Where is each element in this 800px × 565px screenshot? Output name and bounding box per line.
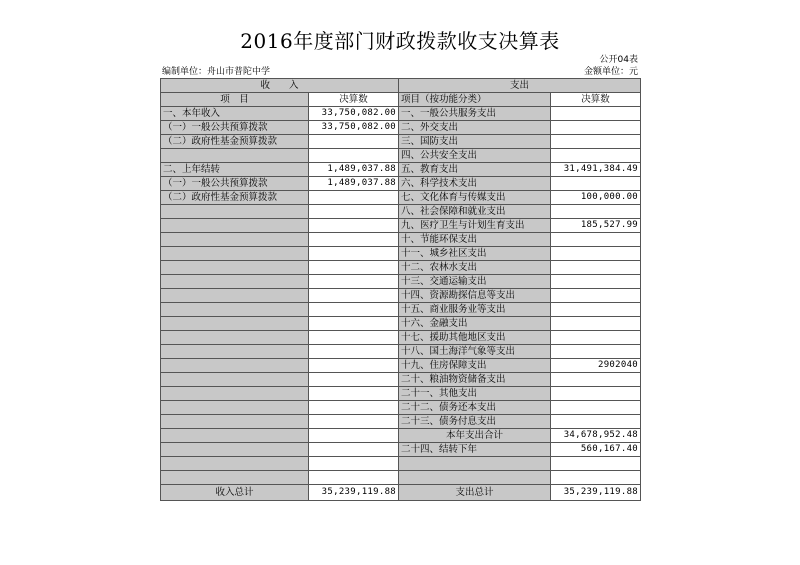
expense-item-cell: 二十二、债务还本支出 bbox=[399, 401, 551, 415]
expense-item-cell: 二、外交支出 bbox=[399, 121, 551, 135]
income-amount-cell bbox=[309, 317, 399, 331]
table-row bbox=[161, 107, 641, 121]
table-row bbox=[161, 429, 641, 443]
income-amount-cell bbox=[309, 387, 399, 401]
income-item-cell bbox=[161, 289, 309, 303]
expense-amount-cell bbox=[551, 289, 641, 303]
expense-item-cell: 九、医疗卫生与计划生育支出 bbox=[399, 219, 551, 233]
expense-item-cell: 五、教育支出 bbox=[399, 163, 551, 177]
income-amount-cell bbox=[309, 135, 399, 149]
income-amount-cell bbox=[309, 401, 399, 415]
expense-item-cell: 十八、国土海洋气象等支出 bbox=[399, 345, 551, 359]
income-amount-cell bbox=[309, 373, 399, 387]
income-item-cell: （一）一般公共预算拨款 bbox=[161, 177, 309, 191]
income-amount-cell bbox=[309, 233, 399, 247]
expense-item-cell: 十一、城乡社区支出 bbox=[399, 247, 551, 261]
table-row bbox=[161, 359, 641, 373]
income-amount-cell bbox=[309, 149, 399, 163]
expense-item-cell bbox=[399, 471, 551, 485]
income-item-cell: （二）政府性基金预算拨款 bbox=[161, 135, 309, 149]
income-item-cell bbox=[161, 345, 309, 359]
income-item-cell bbox=[161, 317, 309, 331]
org-label: 编制单位：舟山市普陀中学 bbox=[162, 67, 271, 77]
table-row bbox=[161, 443, 641, 457]
expense-amount-cell bbox=[551, 177, 641, 191]
table-row bbox=[161, 135, 641, 149]
expense-item-cell: 一、一般公共服务支出 bbox=[399, 107, 551, 121]
income-item-cell bbox=[161, 415, 309, 429]
expense-amount-cell bbox=[551, 275, 641, 289]
expense-item-cell: 二十、粮油物资储备支出 bbox=[399, 373, 551, 387]
expense-item-cell: 十六、金融支出 bbox=[399, 317, 551, 331]
table-row bbox=[161, 149, 641, 163]
income-item-cell bbox=[161, 261, 309, 275]
income-item-cell bbox=[161, 303, 309, 317]
expense-amount-cell: 560,167.40 bbox=[551, 443, 641, 457]
income-amount-cell bbox=[309, 345, 399, 359]
expense-item-cell: 二十三、债务付息支出 bbox=[399, 415, 551, 429]
income-item-cell bbox=[161, 387, 309, 401]
table-row bbox=[161, 457, 641, 471]
income-item-cell bbox=[161, 233, 309, 247]
expense-amount-cell bbox=[551, 471, 641, 485]
income-header: 收 入 bbox=[161, 79, 399, 93]
income-item-cell: 二、上年结转 bbox=[161, 163, 309, 177]
income-total-label: 收入总计 bbox=[161, 485, 309, 501]
expense-item-cell: 十三、交通运输支出 bbox=[399, 275, 551, 289]
income-item-cell bbox=[161, 429, 309, 443]
table-row bbox=[161, 261, 641, 275]
income-amount-cell bbox=[309, 205, 399, 219]
header-row-section bbox=[161, 79, 641, 93]
table-row bbox=[161, 247, 641, 261]
income-item-cell: （一）一般公共预算拨款 bbox=[161, 121, 309, 135]
income-item-cell: 一、本年收入 bbox=[161, 107, 309, 121]
expense-total-label: 支出总计 bbox=[399, 485, 551, 501]
expense-amount-cell: 100,000.00 bbox=[551, 191, 641, 205]
income-item-cell bbox=[161, 247, 309, 261]
table-row bbox=[161, 191, 641, 205]
income-amount-cell: 1,489,037.88 bbox=[309, 177, 399, 191]
form-number: 公开04表 bbox=[599, 55, 638, 65]
expense-item-cell: 七、文化体育与传媒支出 bbox=[399, 191, 551, 205]
expense-amount-cell bbox=[551, 415, 641, 429]
income-item-cell bbox=[161, 471, 309, 485]
expense-item-cell: 十五、商业服务业等支出 bbox=[399, 303, 551, 317]
expense-total-value: 35,239,119.88 bbox=[551, 485, 641, 501]
income-amount-cell: 33,750,082.00 bbox=[309, 121, 399, 135]
expense-amount-cell bbox=[551, 401, 641, 415]
table-row bbox=[161, 415, 641, 429]
income-amount-cell bbox=[309, 247, 399, 261]
table-row bbox=[161, 373, 641, 387]
income-amount-cell bbox=[309, 331, 399, 345]
expense-amount-cell bbox=[551, 387, 641, 401]
table-row bbox=[161, 163, 641, 177]
expense-amount-cell bbox=[551, 373, 641, 387]
expense-item-cell: 六、科学技术支出 bbox=[399, 177, 551, 191]
expense-amount-cell bbox=[551, 345, 641, 359]
table-row bbox=[161, 387, 641, 401]
income-item-cell bbox=[161, 331, 309, 345]
expense-item-header: 项目（按功能分类） bbox=[399, 93, 551, 107]
table-row bbox=[161, 205, 641, 219]
expense-amount-cell bbox=[551, 331, 641, 345]
org-unit-line bbox=[160, 66, 640, 78]
table-row bbox=[161, 303, 641, 317]
expense-amount-cell: 34,678,952.48 bbox=[551, 429, 641, 443]
table-row bbox=[161, 233, 641, 247]
table-row bbox=[161, 317, 641, 331]
table-row bbox=[161, 471, 641, 485]
table-body bbox=[161, 107, 641, 485]
income-amount-cell bbox=[309, 289, 399, 303]
income-item-cell bbox=[161, 275, 309, 289]
expense-amount-header: 决算数 bbox=[551, 93, 641, 107]
expense-item-cell: 四、公共安全支出 bbox=[399, 149, 551, 163]
income-amount-cell bbox=[309, 443, 399, 457]
income-amount-cell bbox=[309, 457, 399, 471]
table-row bbox=[161, 401, 641, 415]
income-item-cell bbox=[161, 219, 309, 233]
table-row bbox=[161, 121, 641, 135]
income-amount-cell bbox=[309, 303, 399, 317]
income-amount-cell: 1,489,037.88 bbox=[309, 163, 399, 177]
expense-amount-cell bbox=[551, 135, 641, 149]
expense-item-cell: 三、国防支出 bbox=[399, 135, 551, 149]
income-amount-cell bbox=[309, 261, 399, 275]
income-amount-header: 决算数 bbox=[309, 93, 399, 107]
expense-amount-cell bbox=[551, 149, 641, 163]
header-row-columns bbox=[161, 93, 641, 107]
income-item-cell bbox=[161, 359, 309, 373]
income-amount-cell: 33,750,082.00 bbox=[309, 107, 399, 121]
expense-amount-cell bbox=[551, 205, 641, 219]
income-item-cell bbox=[161, 205, 309, 219]
income-item-cell: （二）政府性基金预算拨款 bbox=[161, 191, 309, 205]
expense-amount-cell: 185,527.99 bbox=[551, 219, 641, 233]
expense-amount-cell bbox=[551, 121, 641, 135]
expense-amount-cell bbox=[551, 247, 641, 261]
form-number-line bbox=[160, 54, 640, 66]
expense-item-cell: 二十四、结转下年 bbox=[399, 443, 551, 457]
expense-amount-cell bbox=[551, 317, 641, 331]
table-row bbox=[161, 345, 641, 359]
income-item-cell bbox=[161, 457, 309, 471]
expense-amount-cell: 31,491,384.49 bbox=[551, 163, 641, 177]
expense-amount-cell: 2902040 bbox=[551, 359, 641, 373]
income-amount-cell bbox=[309, 219, 399, 233]
expense-item-cell: 二十一、其他支出 bbox=[399, 387, 551, 401]
expense-item-cell: 十四、资源勘探信息等支出 bbox=[399, 289, 551, 303]
expense-amount-cell bbox=[551, 303, 641, 317]
income-amount-cell bbox=[309, 359, 399, 373]
expense-item-cell: 本年支出合计 bbox=[399, 429, 551, 443]
expense-amount-cell bbox=[551, 457, 641, 471]
expense-item-cell: 十九、住房保障支出 bbox=[399, 359, 551, 373]
expense-amount-cell bbox=[551, 233, 641, 247]
report-title: 2016年度部门财政拨款收支决算表 bbox=[240, 29, 560, 53]
expense-item-cell: 十、节能环保支出 bbox=[399, 233, 551, 247]
expense-item-cell: 十二、农林水支出 bbox=[399, 261, 551, 275]
expense-item-cell: 八、社会保障和就业支出 bbox=[399, 205, 551, 219]
income-amount-cell bbox=[309, 275, 399, 289]
income-item-cell bbox=[161, 443, 309, 457]
totals-row bbox=[161, 485, 641, 501]
income-amount-cell bbox=[309, 415, 399, 429]
expense-amount-cell bbox=[551, 107, 641, 121]
table-row bbox=[161, 177, 641, 191]
expense-item-cell: 十七、援助其他地区支出 bbox=[399, 331, 551, 345]
income-total-value: 35,239,119.88 bbox=[309, 485, 399, 501]
unit-label: 金额单位：元 bbox=[583, 67, 638, 77]
income-item-cell bbox=[161, 149, 309, 163]
income-item-header: 项 目 bbox=[161, 93, 309, 107]
expense-amount-cell bbox=[551, 261, 641, 275]
report-sheet bbox=[160, 28, 640, 501]
expense-header: 支出 bbox=[399, 79, 641, 93]
table-row bbox=[161, 331, 641, 345]
budget-table bbox=[160, 78, 641, 501]
income-item-cell bbox=[161, 401, 309, 415]
table-row bbox=[161, 275, 641, 289]
income-item-cell bbox=[161, 373, 309, 387]
table-row bbox=[161, 289, 641, 303]
income-amount-cell bbox=[309, 471, 399, 485]
table-row bbox=[161, 219, 641, 233]
income-amount-cell bbox=[309, 429, 399, 443]
expense-item-cell bbox=[399, 457, 551, 471]
income-amount-cell bbox=[309, 191, 399, 205]
